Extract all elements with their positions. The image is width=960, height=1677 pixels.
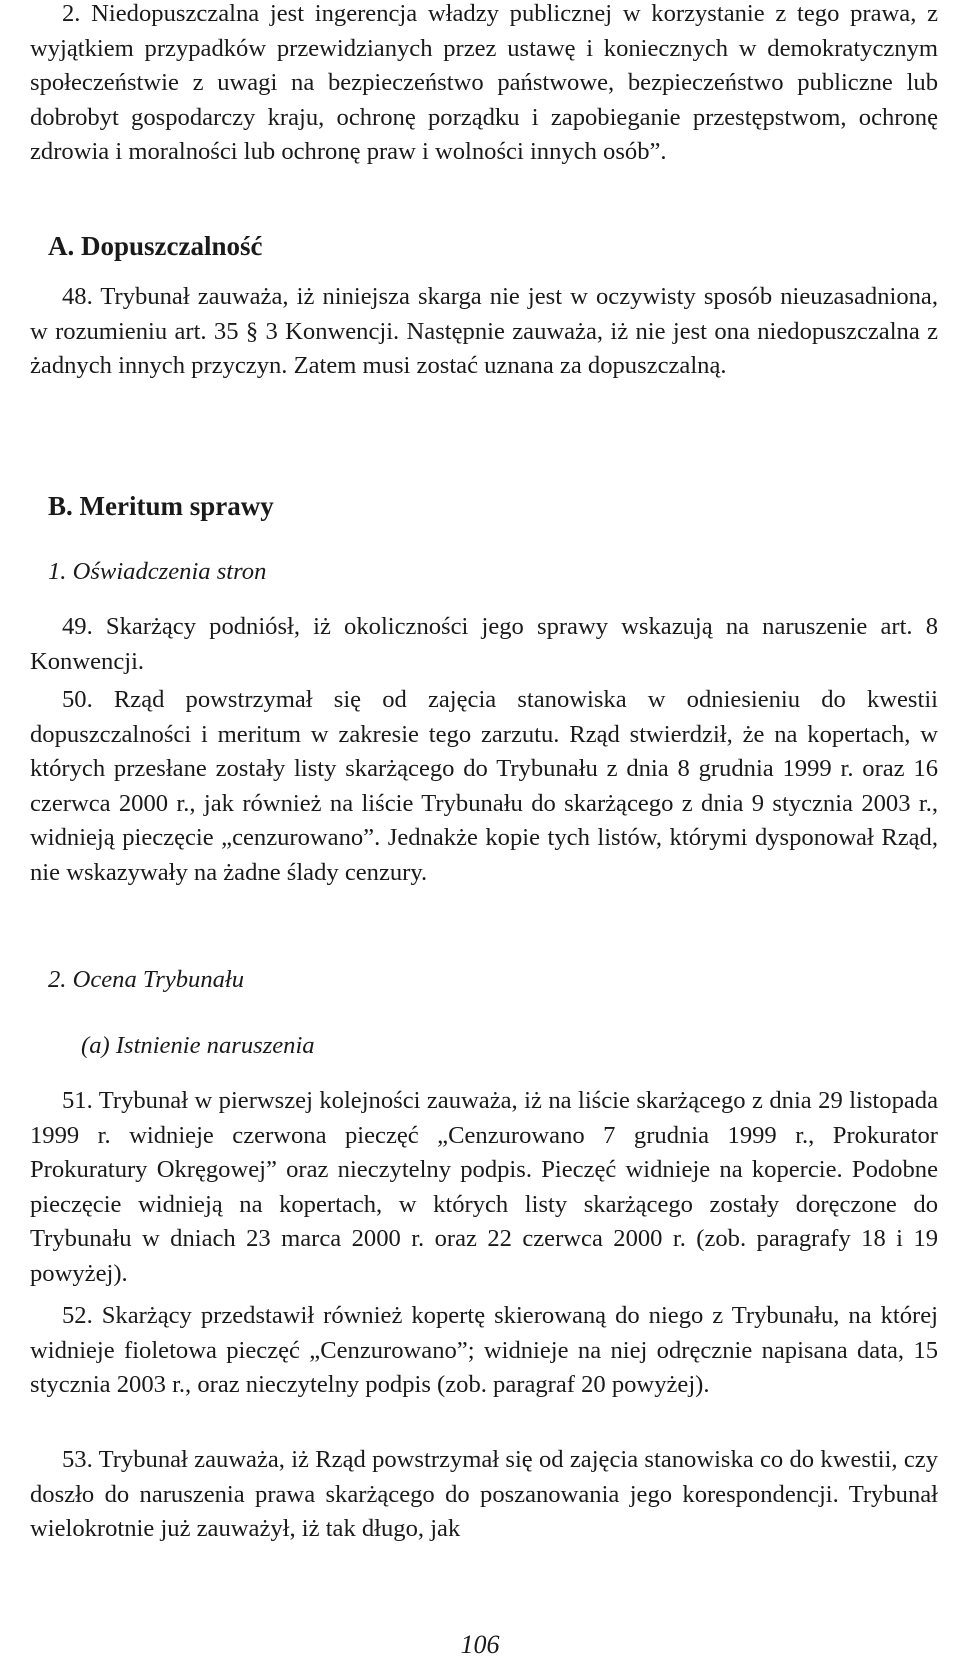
paragraph-50: 50. Rząd powstrzymał się od zajęcia stanowiska w odniesieniu do kwestii dopuszczalności i meritum w zakresie tego zarzutu. Rząd stwierdził, że na kopertach, w których przesłane zostały listy skarżącego do Trybunału z dnia 8 grudnia 1999 r. oraz 16 czerwca 2000 r., jak również na liście Trybunału do skarżącego z dnia 9 stycznia 2003 r., widnieją pieczęcie „cenzurowano”. Jednakże kopie tych listów, którymi dysponował Rząd, nie wskazywały na żadne ślady cenzury. (30, 686, 938, 886)
paragraph-53: 53. Trybunał zauważa, iż Rząd powstrzymał się od zajęcia stanowiska co do kwestii, czy doszło do naruszenia prawa skarżącego do poszanowania jego korespondencji. Trybunał wielokrotnie już zauważył, iż tak długo, jak (30, 1446, 938, 1543)
subsection-1-heading: 1. Oświadczenia stron (48, 558, 267, 585)
paragraph-52: 52. Skarżący przedstawił również kopertę skierowaną do niego z Trybunału, na której widnieje fioletowa pieczęć „Cenzurowano”; widnieje na niej odręcznie napisana data, 15 stycznia 2003 r., oraz nieczytelny podpis (zob. paragraf 20 powyżej). (30, 1302, 938, 1399)
paragraph-49: 49. Skarżący podniósł, iż okoliczności jego sprawy wskazują na naruszenie art. 8 Konwencji. (30, 613, 938, 675)
subsection-a-heading: (a) Istnienie naruszenia (81, 1032, 315, 1059)
subsection-2-heading: 2. Ocena Trybunału (48, 966, 245, 993)
section-a-heading: A. Dopuszczalność (48, 231, 263, 261)
page-number: 106 (460, 1630, 500, 1659)
section-b-heading: B. Meritum sprawy (48, 491, 274, 521)
paragraph-2-continuation: 2. Niedopuszczalna jest ingerencja władzy publicznej w korzystanie z tego prawa, z wyjątkiem przypadków przewidzianych przez ustawę i koniecznych w demokratycznym społeczeństwie z uwagi na bezpieczeństwo państwowe, bezpieczeństwo publiczne lub dobrobyt gospodarczy kraju, ochronę porządku i zapobieganie przestępstwom, ochronę zdrowia i moralności lub ochronę praw i wolności innych osób”. (30, 0, 938, 166)
paragraph-51: 51. Trybunał w pierwszej kolejności zauważa, iż na liście skarżącego z dnia 29 listopada 1999 r. widnieje czerwona pieczęć „Cenzurowano 7 grudnia 1999 r., Prokurator Prokuratury Okręgowej” oraz nieczytelny podpis. Pieczęć widnieje na kopercie. Podobne pieczęcie widnieją na kopertach, w których listy skarżącego zostały doręczone do Trybunału w dniach 23 marca 2000 r. oraz 22 czerwca 2000 r. (zob. paragrafy 18 i 19 powyżej). (30, 1087, 938, 1287)
paragraph-48: 48. Trybunał zauważa, iż niniejsza skarga nie jest w oczywisty sposób nieuzasadniona, w rozumieniu art. 35 § 3 Konwencji. Następnie zauważa, iż nie jest ona niedopuszczalna z żadnych innych przyczyn. Zatem musi zostać uznana za dopuszczalną. (30, 283, 938, 380)
